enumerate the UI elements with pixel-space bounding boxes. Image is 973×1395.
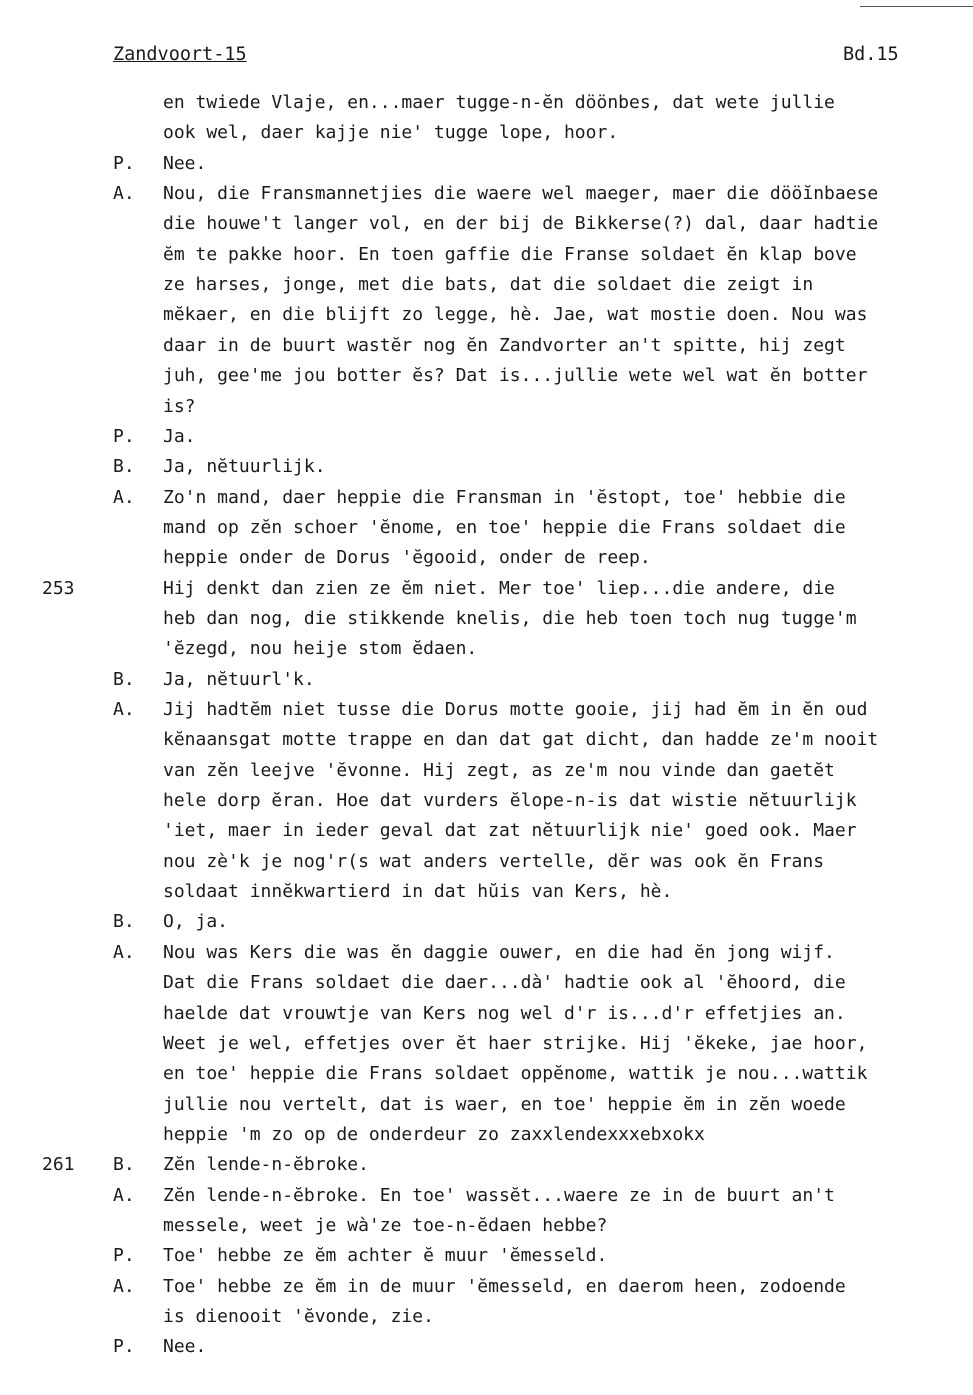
transcript-text: Ja, nĕtuurl'k. [163,668,315,690]
speaker-label: P. [113,1245,135,1267]
transcript-text: van zĕn leejve 'ĕvonne. Hij zegt, as ze'm nou vinde dan gaetĕt [163,759,835,781]
transcript-text: daar in de buurt wastĕr nog ĕn Zandvorter an't spitte, hij zegt [163,334,846,356]
transcript-text: Ja. [163,425,196,447]
transcript-text: kĕnaansgat motte trappe en dan dat gat dicht, dan hadde ze'm nooit [163,729,879,751]
transcript-text: O, ja. [163,911,229,933]
line-number: 253 [42,577,75,599]
transcript-text: ze harses, jonge, met die bats, dat die soldaet die zeigt in [163,274,814,296]
speaker-label: A. [113,941,135,963]
transcript-text: ĕm te pakke hoor. En toen gaffie die Franse soldaet ĕn klap bove [163,243,857,265]
transcript-text: Toe' hebbe ze ĕm in de muur 'ĕmesseld, en daerom heen, zodoende [163,1275,846,1297]
transcript-text: Hij denkt dan zien ze ĕm niet. Mer toe' liep...die andere, die [163,577,835,599]
speaker-label: B. [113,1154,135,1176]
transcript-text: messele, weet je wà'ze toe-n-ĕdaen hebbe? [163,1214,608,1236]
transcript-text: ook wel, daer kajje nie' tugge lope, hoor. [163,122,619,144]
transcript-text: mĕkaer, en die blijft zo legge, hè. Jae, wat mostie doen. Nou was [163,304,868,326]
speaker-label: B. [113,668,135,690]
speaker-label: A. [113,486,135,508]
speaker-label: A. [113,699,135,720]
transcript-text: Zĕn lende-n-ĕbroke. [163,1154,369,1176]
transcript-text: en toe' heppie die Frans soldaet oppĕnome, wattik je nou...wattik [163,1063,868,1085]
transcript-text: nou zè'k je nog'r(s wat anders vertelle, dĕr was ook ĕn Frans [163,850,825,872]
transcript-text: jullie nou vertelt, dat is waer, en toe' heppie ĕm in zĕn woede [163,1093,846,1115]
transcript-text: heb dan nog, die stikkende knelis, die heb toen toch nug tugge'm [163,607,857,629]
speaker-label: A. [113,1275,135,1297]
speaker-label: A. [113,183,135,205]
speaker-label: P. [113,425,135,447]
transcript-text: mand op zĕn schoer 'ĕnome, en toe' heppie die Frans soldaet die [163,516,846,538]
transcript-text: die houwe't langer vol, en der bij de Bikkerse(?) dal, daar hadtie [163,213,879,235]
page-header-title: Zandvoort-15 [113,44,247,65]
speaker-label: P. [113,152,135,174]
transcript-text: Toe' hebbe ze ĕm achter ĕ muur 'ĕmesseld. [163,1245,608,1267]
speaker-label: A. [113,1184,135,1206]
transcript-text: is? [163,395,196,417]
speaker-label: B. [113,456,135,478]
transcript-text: Zĕn lende-n-ĕbroke. En toe' wassĕt...waere ze in de buurt an't [163,1184,835,1206]
transcript-text: Dat die Frans soldaet die daer...dà' hadtie ook al 'ĕhoord, die [163,972,846,994]
transcript-text: hele dorp ĕran. Hoe dat vurders ĕlope-n-is dat wistie nĕtuurlijk [163,790,857,812]
top-rule [860,6,973,7]
page-number: Bd.15 [843,44,899,65]
transcript-text: soldaat innĕkwartierd in dat hŭis van Kers, hè. [163,881,673,903]
speaker-label: B. [113,911,135,933]
transcript-text: Nee. [163,1336,207,1358]
line-number: 261 [42,1154,75,1176]
transcript-text: is dienooit 'ĕvonde, zie. [163,1306,434,1327]
transcript-text: en twiede Vlaje, en...maer tugge-n-ĕn döönbes, dat wete jullie [163,92,835,113]
transcript-text: 'ĕzegd, nou heije stom ĕdaen. [163,638,478,660]
transcript-text: Nou was Kers die was ĕn daggie ouwer, en die had ĕn jong wijf. [163,941,835,963]
transcript-text: heppie onder de Dorus 'ĕgooid, onder de reep. [163,547,651,569]
transcript-text: Jij hadtĕm niet tusse die Dorus motte gooie, jij had ĕm in ĕn oud [163,699,868,720]
transcript-text: haelde dat vrouwtje van Kers nog wel d'r is...d'r effetjies an. [163,1002,846,1024]
transcript-text: juh, gee'me jou botter ĕs? Dat is...jullie wete wel wat ĕn botter [163,365,868,387]
transcript-text: Ja, nĕtuurlijk. [163,456,326,478]
transcript-text: 'iet, maer in ieder geval dat zat nĕtuurlijk nie' goed ook. Maer [163,820,857,842]
transcript-text: Zo'n mand, daer heppie die Fransman in 'ĕstopt, toe' hebbie die [163,486,846,508]
speaker-label: P. [113,1336,135,1358]
transcript-text: Weet je wel, effetjes over ĕt haer strijke. Hij 'ĕkeke, jae hoor, [163,1032,868,1054]
transcript-text: Nou, die Fransmannetjies die waere wel maeger, maer die dööĭnbaese [163,183,879,205]
transcript-text: Nee. [163,152,207,174]
transcript-text: heppie 'm zo op de onderdeur zo zaxxlendexxxebxokx [163,1123,705,1145]
